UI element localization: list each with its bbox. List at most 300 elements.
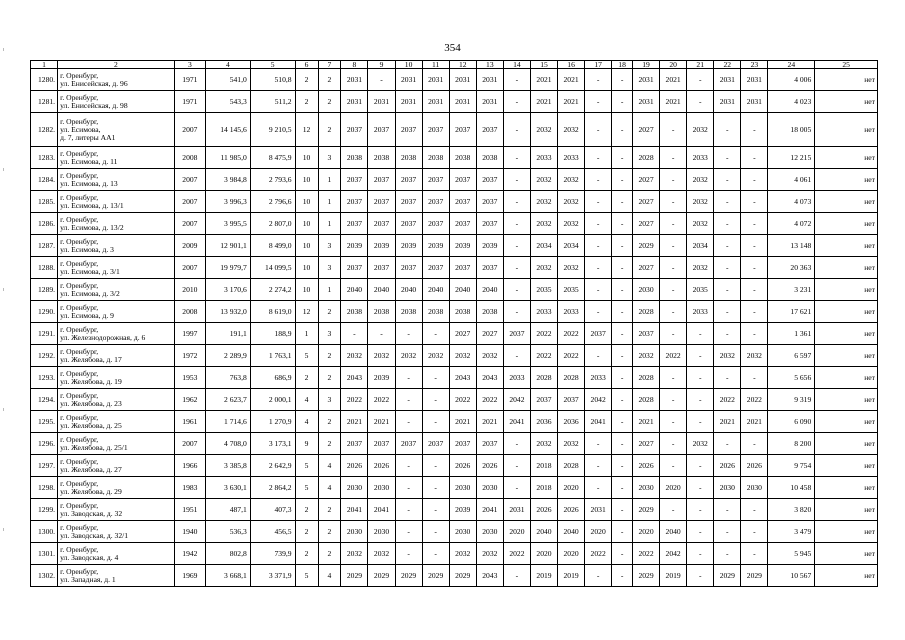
data-cell: 2037: [449, 169, 476, 191]
data-cell: 2028: [633, 301, 660, 323]
data-cell: 2: [295, 367, 318, 389]
data-cell: 2035: [558, 279, 585, 301]
data-cell: нет: [815, 367, 878, 389]
data-cell: 2038: [422, 147, 449, 169]
data-cell: 3 996,3: [206, 191, 251, 213]
data-cell: 2007: [174, 169, 205, 191]
data-cell: 2029: [633, 235, 660, 257]
data-cell: 2038: [422, 301, 449, 323]
data-cell: 2031: [503, 499, 530, 521]
data-cell: -: [612, 367, 633, 389]
data-cell: 2029: [633, 565, 660, 587]
address-line: г. Оренбург,: [60, 92, 99, 102]
data-cell: 2007: [174, 257, 205, 279]
data-cell: 8 475,9: [250, 147, 295, 169]
data-cell: 2032: [530, 113, 557, 147]
data-cell: -: [585, 91, 612, 113]
data-cell: -: [687, 367, 714, 389]
data-cell: -: [422, 455, 449, 477]
data-cell: -: [714, 433, 741, 455]
data-cell: -: [612, 279, 633, 301]
data-cell: 2037: [476, 169, 503, 191]
row-number: 1298.: [31, 477, 58, 499]
data-cell: 2037: [633, 323, 660, 345]
data-cell: 2037: [395, 169, 422, 191]
data-cell: -: [612, 213, 633, 235]
data-cell: 2037: [449, 213, 476, 235]
data-cell: -: [503, 257, 530, 279]
data-cell: 188,9: [250, 323, 295, 345]
address-cell: [58, 301, 175, 323]
data-cell: 1969: [174, 565, 205, 587]
data-cell: -: [687, 389, 714, 411]
data-cell: 2033: [687, 301, 714, 323]
data-cell: 2037: [341, 191, 368, 213]
data-cell: -: [585, 565, 612, 587]
data-cell: нет: [815, 69, 878, 91]
table-row: [31, 455, 878, 477]
data-cell: 2020: [503, 521, 530, 543]
data-cell: -: [503, 69, 530, 91]
data-cell: 2031: [476, 69, 503, 91]
data-cell: 2031: [585, 499, 612, 521]
data-cell: -: [660, 367, 687, 389]
data-cell: 2021: [714, 411, 741, 433]
address-line: г. Оренбург,: [60, 214, 99, 224]
address-cell: [58, 521, 175, 543]
data-cell: 2: [295, 91, 318, 113]
table-row: [31, 257, 878, 279]
data-cell: нет: [815, 257, 878, 279]
row-number: 1290.: [31, 301, 58, 323]
data-cell: 2043: [341, 367, 368, 389]
data-cell: -: [741, 235, 768, 257]
column-header: 15: [530, 61, 557, 69]
data-cell: 2022: [660, 345, 687, 367]
address-cell: [58, 389, 175, 411]
data-cell: 2: [318, 367, 341, 389]
data-cell: 12: [295, 301, 318, 323]
data-cell: -: [612, 433, 633, 455]
row-number: 1295.: [31, 411, 58, 433]
table-row: [31, 169, 878, 191]
data-cell: 8 200: [768, 433, 815, 455]
data-cell: 3 385,8: [206, 455, 251, 477]
data-cell: 2031: [633, 69, 660, 91]
data-cell: -: [741, 279, 768, 301]
data-cell: 2022: [341, 389, 368, 411]
data-cell: 2037: [422, 433, 449, 455]
data-cell: 2022: [585, 543, 612, 565]
row-number: 1301.: [31, 543, 58, 565]
data-cell: 2032: [687, 191, 714, 213]
data-cell: 2032: [558, 257, 585, 279]
data-cell: 4 072: [768, 213, 815, 235]
data-cell: 2030: [476, 477, 503, 499]
data-cell: 1966: [174, 455, 205, 477]
data-cell: 2040: [530, 521, 557, 543]
data-cell: 2037: [368, 169, 395, 191]
data-cell: 1 270,9: [250, 411, 295, 433]
data-cell: 541,0: [206, 69, 251, 91]
data-cell: 2030: [741, 477, 768, 499]
row-number: 1294.: [31, 389, 58, 411]
data-cell: 2038: [341, 301, 368, 323]
data-cell: 19 979,7: [206, 257, 251, 279]
data-cell: 2042: [585, 389, 612, 411]
data-cell: 9 754: [768, 455, 815, 477]
data-cell: -: [395, 499, 422, 521]
data-cell: -: [612, 257, 633, 279]
table-row: [31, 147, 878, 169]
data-cell: 2021: [660, 91, 687, 113]
data-cell: -: [395, 477, 422, 499]
data-cell: 2039: [368, 235, 395, 257]
data-cell: 2: [295, 69, 318, 91]
data-cell: 14 145,6: [206, 113, 251, 147]
data-cell: 2032: [687, 433, 714, 455]
data-cell: -: [741, 521, 768, 543]
data-cell: -: [612, 411, 633, 433]
row-number: 1285.: [31, 191, 58, 213]
data-cell: -: [741, 367, 768, 389]
data-cell: -: [422, 389, 449, 411]
data-cell: 2031: [714, 91, 741, 113]
column-header: 4: [206, 61, 251, 69]
data-cell: 1997: [174, 323, 205, 345]
data-cell: 2: [318, 91, 341, 113]
data-cell: -: [503, 565, 530, 587]
data-cell: 9 319: [768, 389, 815, 411]
data-cell: нет: [815, 279, 878, 301]
data-cell: 2038: [395, 147, 422, 169]
data-cell: 2: [318, 69, 341, 91]
data-cell: 2033: [558, 147, 585, 169]
address-line: ул. Есимова, д. 9: [60, 310, 114, 320]
data-cell: нет: [815, 411, 878, 433]
data-cell: 2034: [687, 235, 714, 257]
data-cell: 2037: [422, 257, 449, 279]
data-cell: 2037: [368, 433, 395, 455]
data-cell: -: [395, 411, 422, 433]
data-cell: -: [612, 113, 633, 147]
data-cell: -: [687, 69, 714, 91]
data-cell: 2037: [341, 113, 368, 147]
address-line: г. Оренбург,: [60, 258, 99, 268]
data-cell: 1983: [174, 477, 205, 499]
data-cell: 2020: [660, 477, 687, 499]
table-row: [31, 213, 878, 235]
data-cell: 2032: [687, 169, 714, 191]
data-cell: 2028: [633, 389, 660, 411]
data-cell: 2038: [368, 147, 395, 169]
data-cell: 2031: [741, 91, 768, 113]
data-cell: 2031: [449, 91, 476, 113]
data-cell: 3 371,9: [250, 565, 295, 587]
data-cell: 2028: [558, 455, 585, 477]
address-line: ул. Желябова, д. 27: [60, 464, 122, 474]
data-cell: 2039: [449, 499, 476, 521]
data-cell: 3 170,6: [206, 279, 251, 301]
data-cell: -: [585, 477, 612, 499]
data-cell: 2029: [714, 565, 741, 587]
data-cell: 2020: [633, 521, 660, 543]
data-cell: 2022: [449, 389, 476, 411]
data-cell: -: [660, 113, 687, 147]
data-cell: 2037: [422, 191, 449, 213]
address-cell: [58, 499, 175, 521]
data-cell: 3 668,1: [206, 565, 251, 587]
data-cell: 1 714,6: [206, 411, 251, 433]
column-header: 1: [31, 61, 58, 69]
data-cell: 2037: [476, 257, 503, 279]
data-cell: 2021: [660, 69, 687, 91]
column-header: 10: [395, 61, 422, 69]
data-cell: 2032: [368, 543, 395, 565]
data-cell: -: [741, 257, 768, 279]
data-cell: -: [503, 113, 530, 147]
data-cell: -: [503, 169, 530, 191]
data-cell: 2026: [449, 455, 476, 477]
data-cell: -: [660, 433, 687, 455]
data-cell: -: [660, 257, 687, 279]
address-cell: [58, 367, 175, 389]
data-cell: 2040: [476, 279, 503, 301]
data-cell: 2029: [633, 499, 660, 521]
data-cell: -: [660, 323, 687, 345]
data-cell: 3 984,8: [206, 169, 251, 191]
address-line: г. Оренбург,: [60, 544, 99, 554]
address-cell: [58, 543, 175, 565]
data-cell: 2039: [368, 367, 395, 389]
data-cell: 2030: [341, 477, 368, 499]
data-cell: 11 985,0: [206, 147, 251, 169]
data-cell: 2: [318, 543, 341, 565]
data-cell: 1: [295, 323, 318, 345]
data-cell: 2037: [341, 257, 368, 279]
data-cell: 2032: [558, 213, 585, 235]
data-cell: 2041: [341, 499, 368, 521]
data-cell: 2008: [174, 147, 205, 169]
data-cell: -: [395, 389, 422, 411]
address-line: ул. Желябова, д. 25: [60, 420, 122, 430]
data-cell: 10: [295, 169, 318, 191]
data-cell: 2021: [368, 411, 395, 433]
data-cell: 2040: [341, 279, 368, 301]
address-line: ул. Есимова, д. 13/2: [60, 222, 124, 232]
data-cell: 2037: [395, 113, 422, 147]
data-cell: -: [741, 113, 768, 147]
address-cell: [58, 455, 175, 477]
data-cell: 2032: [368, 345, 395, 367]
data-cell: -: [368, 323, 395, 345]
data-cell: 2026: [741, 455, 768, 477]
address-line: ул. Заводская, д. 4: [60, 552, 119, 562]
data-cell: 5: [295, 565, 318, 587]
table-body: [31, 69, 878, 587]
data-cell: 2032: [558, 433, 585, 455]
column-number-row: [31, 61, 878, 69]
data-cell: -: [503, 279, 530, 301]
data-cell: 2032: [687, 213, 714, 235]
data-cell: 2037: [530, 389, 557, 411]
data-cell: 2020: [558, 477, 585, 499]
data-cell: 2032: [530, 169, 557, 191]
data-cell: -: [714, 543, 741, 565]
data-cell: нет: [815, 477, 878, 499]
data-cell: 2039: [422, 235, 449, 257]
address-line: г. Оренбург,: [60, 478, 99, 488]
data-cell: 2026: [558, 499, 585, 521]
data-cell: 2042: [503, 389, 530, 411]
data-cell: 2: [318, 301, 341, 323]
column-header: 19: [633, 61, 660, 69]
address-line: ул. Желябова, д. 17: [60, 354, 122, 364]
data-cell: 2: [295, 499, 318, 521]
address-line: ул. Есимова, д. 3/1: [60, 266, 120, 276]
housing-register-table: [30, 60, 878, 587]
data-cell: 6 597: [768, 345, 815, 367]
column-header: 22: [714, 61, 741, 69]
table-row: [31, 389, 878, 411]
data-cell: нет: [815, 147, 878, 169]
data-cell: 2 793,6: [250, 169, 295, 191]
table-row: [31, 235, 878, 257]
address-line: ул. Есимова, д. 11: [60, 156, 118, 166]
data-cell: -: [341, 323, 368, 345]
address-cell: [58, 565, 175, 587]
data-cell: 5: [295, 477, 318, 499]
data-cell: 2022: [558, 323, 585, 345]
data-cell: 2032: [395, 345, 422, 367]
address-line: ул. Желябова, д. 25/1: [60, 442, 128, 452]
data-cell: 2026: [714, 455, 741, 477]
column-header: 3: [174, 61, 205, 69]
data-cell: 10: [295, 279, 318, 301]
data-cell: 2020: [530, 543, 557, 565]
data-cell: 2032: [633, 345, 660, 367]
data-cell: 2027: [633, 113, 660, 147]
data-cell: -: [687, 565, 714, 587]
column-header: 25: [815, 61, 878, 69]
address-cell: [58, 257, 175, 279]
address-cell: [58, 235, 175, 257]
data-cell: 2031: [741, 69, 768, 91]
data-cell: 2041: [503, 411, 530, 433]
data-cell: 2: [295, 543, 318, 565]
data-cell: 536,3: [206, 521, 251, 543]
data-cell: 9 210,5: [250, 113, 295, 147]
address-cell: [58, 411, 175, 433]
data-cell: 2007: [174, 113, 205, 147]
column-header: 16: [558, 61, 585, 69]
data-cell: 407,3: [250, 499, 295, 521]
data-cell: нет: [815, 499, 878, 521]
data-cell: -: [714, 367, 741, 389]
data-cell: -: [503, 301, 530, 323]
data-cell: 802,8: [206, 543, 251, 565]
data-cell: 2037: [341, 433, 368, 455]
data-cell: 2037: [503, 323, 530, 345]
row-number: 1299.: [31, 499, 58, 521]
data-cell: 9: [295, 433, 318, 455]
column-header: 8: [341, 61, 368, 69]
data-cell: -: [660, 301, 687, 323]
data-cell: 2021: [449, 411, 476, 433]
data-cell: 2038: [395, 301, 422, 323]
data-cell: -: [687, 411, 714, 433]
data-cell: нет: [815, 169, 878, 191]
data-cell: -: [503, 477, 530, 499]
data-cell: 2042: [660, 543, 687, 565]
data-cell: 2022: [476, 389, 503, 411]
address-line: ул. Железнодорожная, д. 6: [60, 332, 146, 342]
data-cell: -: [612, 323, 633, 345]
data-cell: 2034: [558, 235, 585, 257]
data-cell: 2010: [174, 279, 205, 301]
data-cell: 2037: [558, 389, 585, 411]
address-cell: [58, 477, 175, 499]
data-cell: 4: [318, 455, 341, 477]
data-cell: 2033: [585, 367, 612, 389]
data-cell: -: [741, 169, 768, 191]
data-cell: 2031: [449, 69, 476, 91]
data-cell: 2037: [476, 433, 503, 455]
data-cell: -: [687, 477, 714, 499]
data-cell: 2032: [530, 257, 557, 279]
data-cell: 3: [318, 257, 341, 279]
data-cell: -: [612, 521, 633, 543]
data-cell: 2019: [660, 565, 687, 587]
data-cell: -: [612, 191, 633, 213]
row-number: 1286.: [31, 213, 58, 235]
data-cell: 2032: [558, 113, 585, 147]
data-cell: 2036: [530, 411, 557, 433]
address-cell: [58, 169, 175, 191]
data-cell: -: [741, 147, 768, 169]
data-cell: 2040: [395, 279, 422, 301]
data-cell: -: [585, 257, 612, 279]
data-cell: 2033: [687, 147, 714, 169]
data-cell: 3 479: [768, 521, 815, 543]
data-cell: -: [422, 367, 449, 389]
data-cell: 1 361: [768, 323, 815, 345]
table-row: [31, 543, 878, 565]
address-cell: [58, 433, 175, 455]
data-cell: 2040: [422, 279, 449, 301]
data-cell: 2022: [558, 345, 585, 367]
address-line: г. Оренбург,: [60, 324, 99, 334]
address-line: г. Оренбург,: [60, 456, 99, 466]
data-cell: 2043: [476, 565, 503, 587]
data-cell: -: [585, 279, 612, 301]
table-row: [31, 301, 878, 323]
data-cell: 2031: [341, 69, 368, 91]
data-cell: 2037: [368, 257, 395, 279]
row-number: 1300.: [31, 521, 58, 543]
data-cell: 2030: [476, 521, 503, 543]
data-cell: 18 005: [768, 113, 815, 147]
address-line: г. Оренбург,: [60, 148, 99, 158]
data-cell: 4 073: [768, 191, 815, 213]
data-cell: 2032: [558, 191, 585, 213]
column-header: 21: [687, 61, 714, 69]
data-cell: 10: [295, 191, 318, 213]
data-cell: 5: [295, 455, 318, 477]
data-cell: 2037: [368, 191, 395, 213]
data-cell: -: [612, 91, 633, 113]
address-line: ул. Желябова, д. 29: [60, 486, 122, 496]
